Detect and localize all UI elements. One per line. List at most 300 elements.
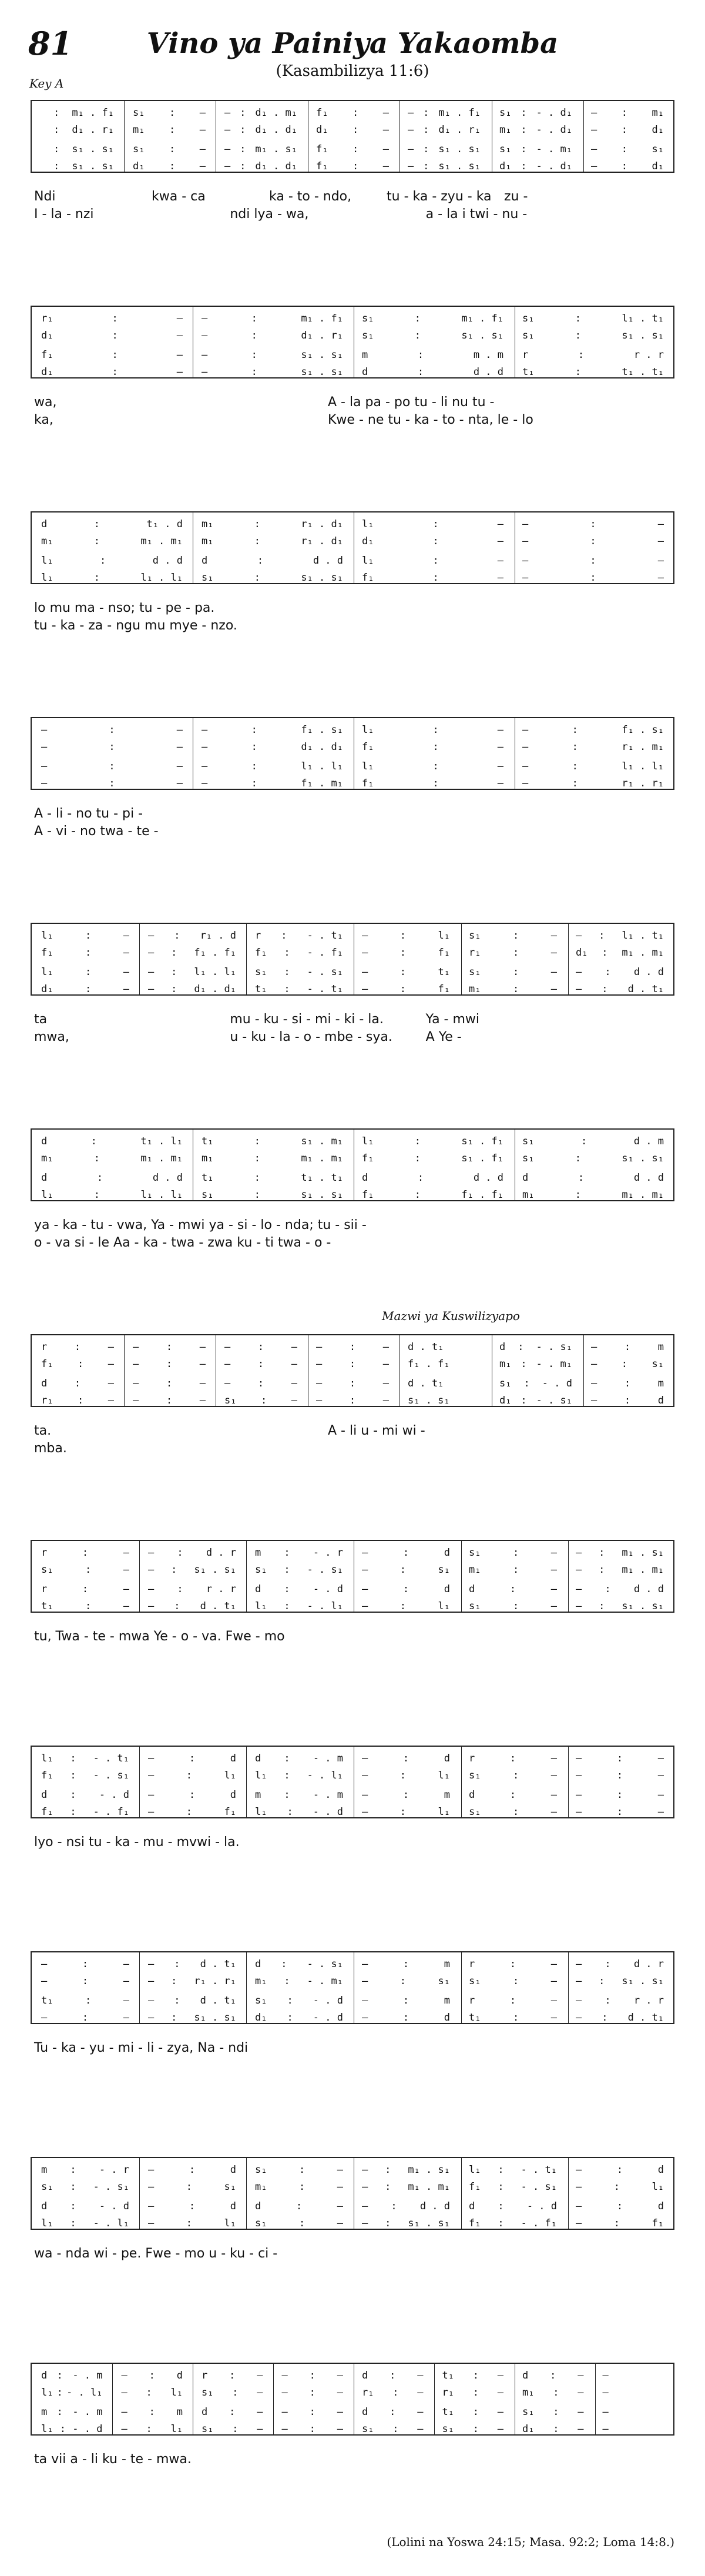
note-group: - . d₁ [536,160,572,172]
note-group: — [550,1789,557,1801]
beat-separator: : [509,1958,516,1970]
measure-notes [352,1789,459,1801]
note-group: — [291,1341,297,1353]
lyric-line [34,1030,674,1047]
note-group: s₁ [202,2387,214,2399]
note-group: m₁ [133,124,145,136]
note-group: — [578,2370,584,2381]
note-group: r [255,930,261,942]
note-group: r [469,1995,475,2006]
note-group: s₁ [133,143,145,155]
voice-line [32,1581,673,1597]
measure-notes [192,724,352,736]
lyric-syllables: mba. [34,1441,67,1456]
note-group: f₁ [41,947,53,959]
beat-separator: : [498,2200,504,2212]
beat-separator: : [284,1547,290,1559]
beat-separator: : [93,572,100,584]
note-group: — [148,1753,155,1764]
beat-separator: : [251,761,257,772]
note-group: f₁ [41,1358,53,1370]
note-group: - . l₁ [93,2217,129,2229]
note-group: d . d [473,1172,503,1184]
lyric-syllables: tu - ka - zyu - ka [387,189,492,204]
measure-notes [566,2217,673,2229]
note-group: — [123,947,129,959]
beat-separator: : [423,107,429,119]
note-group: — [337,2370,343,2381]
note-group: — [602,2387,609,2399]
measure-notes [246,1995,352,2006]
note-group: l₁ [652,2181,664,2193]
measure-notes [566,966,673,978]
beat-separator: : [621,143,627,155]
note-group: l₁ [438,930,450,942]
note-group: t₁ . t₁ [301,1172,343,1184]
beat-separator: : [512,983,519,995]
beat-separator: : [400,1600,406,1612]
beat-separator: : [423,160,429,172]
note-group: d [230,2164,236,2176]
measure-notes [32,107,123,119]
measure-notes [32,572,192,584]
measure-notes [459,2181,566,2193]
beat-separator: : [432,572,439,584]
beat-separator: : [472,2423,479,2435]
voice-line [32,1992,673,2009]
note-group: f₁ [224,1806,236,1818]
note-group: l₁ [224,1770,236,1781]
note-group: r [41,1547,48,1559]
beat-separator: : [352,160,359,172]
note-group: - . d₁ [536,124,572,136]
note-group: — [224,1358,231,1370]
note-group: — [176,313,183,324]
measure-notes [307,1378,398,1389]
lyric-syllables: ka, [34,413,53,427]
measure-notes [32,1378,123,1389]
note-group: d [469,1789,475,1801]
beat-separator: : [166,1358,173,1370]
note-group: — [199,1395,206,1406]
note-group: s₁ . f₁ [461,1135,503,1147]
measure-notes [215,1395,307,1406]
beat-separator: : [287,2012,293,2024]
footer-references: (Lolini na Yoswa 24:15; Masa. 92:2; Loma 14:8.) [387,2535,674,2549]
note-group: s₁ [469,1806,481,1818]
measure-notes [352,366,513,378]
measure-notes [32,2200,139,2212]
chorus-label: Mazwi ya Kuswilizyapo [382,1309,520,1323]
voice-line [32,1956,673,1972]
note-group: — [148,1806,155,1818]
note-group: l₁ . t₁ [622,930,664,942]
beat-separator: : [96,1172,103,1184]
measure-notes [32,124,123,136]
scripture-reference: (Kasambilizya 11:6) [276,62,429,80]
beat-separator: : [240,143,246,155]
note-group: - . d [99,1789,129,1801]
note-group: m [255,1789,261,1801]
beat-separator: : [85,966,92,978]
beat-separator: : [257,1341,264,1353]
beat-separator: : [624,1378,631,1389]
measure-notes [32,555,192,567]
note-group: — [362,2200,368,2212]
measure-notes [307,107,398,119]
measure-notes [459,2200,566,2212]
voice-line [32,122,673,138]
note-group: — [148,966,155,978]
lyric-syllables: ya - ka - tu - vwa, Ya - mwi ya - si - lo - nda; tu - sii - [34,1218,367,1232]
note-group: — [382,1395,389,1406]
beat-separator: : [82,1547,89,1559]
measure-notes [582,160,673,172]
voice-line [32,1750,673,1767]
note-group: — [202,741,208,753]
note-group: — [121,2387,127,2399]
note-group: d₁ [652,160,664,172]
note-group: s₁ . s₁ [622,1600,664,1612]
note-group: l₁ . l₁ [194,966,236,978]
note-group: — [121,2423,127,2435]
beat-separator: : [240,107,246,119]
note-group: d₁ [362,535,374,547]
note-group: — [224,107,231,119]
beat-separator: : [432,535,439,547]
note-group: — [148,1770,155,1781]
beat-separator: : [602,947,608,959]
beat-separator: : [90,1135,97,1147]
beat-separator: : [590,518,596,530]
note-group: — [148,1547,155,1559]
beat-separator: : [621,124,627,136]
note-group: — [257,2406,263,2418]
notation-system [31,1746,674,1818]
note-group: — [362,1564,368,1576]
note-group: - . s₁ [521,2181,557,2193]
measure-notes [139,1753,246,1764]
note-group: d . t₁ [408,1341,444,1353]
measure-notes [192,2370,273,2381]
measure-notes [459,1564,566,1576]
beat-separator: : [56,2406,63,2418]
beat-separator: : [174,1995,180,2006]
measure-notes [215,1358,307,1370]
note-group: — [576,1789,582,1801]
note-group: m [444,1958,450,1970]
note-group: d [499,1341,506,1353]
beat-separator: : [82,1583,89,1595]
beat-separator: : [432,555,439,567]
beat-separator: : [400,1806,406,1818]
note-group: — [281,2387,288,2399]
measure-notes [352,1995,459,2006]
beat-separator: : [432,724,439,736]
note-group: d [522,1172,529,1184]
note-group: — [176,349,183,361]
measure-notes [352,1547,459,1559]
voice-line [32,1375,673,1392]
note-group: — [550,966,557,978]
lyric-line [34,1423,674,1441]
measure-notes [459,1789,566,1801]
note-group: — [148,2012,155,2024]
note-group: l₁ [170,2387,183,2399]
measure-notes [566,2181,673,2193]
beat-separator: : [575,1189,582,1201]
lyric-syllables: kwa - ca [152,189,206,204]
beat-separator: : [85,930,92,942]
beat-separator: : [251,741,257,753]
note-group: d . d [152,1172,183,1184]
measure-notes [513,313,673,324]
note-group: — [337,2217,343,2229]
measure-notes [459,1600,566,1612]
note-group: — [148,930,155,942]
beat-separator: : [621,160,627,172]
beat-separator: : [189,1753,196,1764]
beat-separator: : [390,2370,396,2381]
beat-separator: : [70,1770,76,1781]
beat-separator: : [109,761,115,772]
note-group: l₁ [438,1770,450,1781]
note-group: — [591,1395,597,1406]
beat-separator: : [254,1172,261,1184]
note-group: - . d [313,1583,343,1595]
beat-separator: : [349,1378,356,1389]
measure-notes [123,124,215,136]
measure-notes [32,1135,192,1147]
lyric-syllables: o - va si - le Aa - ka - twa - zwa ku - ti twa - o - [34,1235,331,1250]
voice-line [32,2367,673,2384]
measure-notes [352,2423,433,2435]
beat-separator: : [109,741,115,753]
note-group: m . m [473,349,503,361]
beat-separator: : [169,143,176,155]
measure-notes [352,724,513,736]
note-group: — [408,107,414,119]
note-group: s₁ [255,1564,267,1576]
beat-separator: : [605,1958,611,1970]
beat-separator: : [599,1600,605,1612]
note-group: m₁ [499,1358,512,1370]
measure-notes [192,518,352,530]
beat-separator: : [402,2012,409,2024]
measure-notes [123,1358,215,1370]
note-group: d [444,1583,450,1595]
beat-separator: : [186,2181,192,2193]
note-group: d . t₁ [200,1995,236,2006]
measure-notes [32,930,139,942]
lyric-syllables: zu - [504,189,528,204]
note-group: s₁ [202,572,214,584]
note-group: s₁ . m₁ [301,1135,343,1147]
note-group: m₁ . m₁ [140,1153,183,1164]
note-group: t₁ [202,1135,214,1147]
note-group: s₁ [469,1770,481,1781]
note-group: d . r [206,1547,236,1559]
note-group: r₁ . r₁ [622,778,664,789]
note-group: s₁ [652,143,664,155]
note-group: d [255,1583,261,1595]
note-group: — [148,1600,155,1612]
note-group: — [417,2387,424,2399]
measure-notes [513,572,673,584]
beat-separator: : [613,2217,620,2229]
beat-separator: : [82,1958,89,1970]
measure-notes [32,761,192,772]
measure-notes [246,1958,352,1970]
beat-separator: : [112,349,118,361]
beat-separator: : [521,143,527,155]
measure-notes [32,1995,139,2006]
beat-separator: : [56,2370,63,2381]
beat-separator: : [400,947,406,959]
measure-notes [352,1153,513,1164]
measure-notes [513,555,673,567]
note-group: d₁ . r₁ [72,124,114,136]
note-group: — [578,2406,584,2418]
beat-separator: : [352,124,359,136]
measure-notes [246,1753,352,1764]
note-group: - . s₁ [307,1958,343,1970]
measure-notes [566,983,673,995]
measure-notes [352,349,513,361]
beat-separator: : [251,313,257,324]
beat-separator: : [512,1564,519,1576]
beat-separator: : [602,2012,608,2024]
note-group: — [148,1789,155,1801]
beat-separator: : [572,778,578,789]
note-group: — [362,2217,368,2229]
measure-notes [352,2370,433,2381]
note-group: - . m₁ [536,143,572,155]
note-group: — [657,1770,664,1781]
note-group: — [41,2012,48,2024]
voice-line [32,927,673,944]
beat-separator: : [59,2423,66,2435]
lyric-line [34,1629,674,1647]
beat-separator: : [171,1564,177,1576]
beat-separator: : [400,1975,406,1987]
note-group: — [497,2370,503,2381]
note-group: r [202,2370,208,2381]
beat-separator: : [85,1995,92,2006]
note-group: l₁ [41,555,53,567]
note-group: m₁ . m₁ [622,1189,664,1201]
note-group: m₁ [469,1564,481,1576]
measure-notes [192,778,352,789]
beat-separator: : [349,1395,356,1406]
note-group: — [199,160,206,172]
lyric-line [34,1441,674,1459]
measure-notes [139,2164,246,2176]
note-group: — [576,1806,582,1818]
lyric-syllables: tu - ka - za - ngu mu mye - nzo. [34,618,237,633]
beat-separator: : [605,1583,611,1595]
note-group: — [41,1975,48,1987]
note-group: - . d [99,2200,129,2212]
beat-separator: : [93,1153,100,1164]
measure-notes [307,143,398,155]
note-group: — [382,1341,389,1353]
beat-separator: : [296,2200,303,2212]
beat-separator: : [77,1358,84,1370]
note-group: f₁ [316,160,328,172]
note-group: s₁ [255,2164,267,2176]
measure-notes [352,1975,459,1987]
note-group: — [576,2012,582,2024]
note-group: t₁ . l₁ [140,1135,183,1147]
note-group: — [41,1958,48,1970]
note-group: — [148,947,155,959]
note-group: d₁ . m₁ [255,107,297,119]
note-group: d [657,2200,664,2212]
note-group: - . d [313,1806,343,1818]
note-group: — [591,143,597,155]
beat-separator: : [189,2164,196,2176]
lyric-line [34,2452,674,2470]
note-group: — [123,1958,129,1970]
beat-separator: : [70,2217,76,2229]
note-group: d [469,2200,475,2212]
beat-separator: : [616,2164,623,2176]
beat-separator: : [169,160,176,172]
note-group: t₁ . d [146,518,183,530]
measure-notes [139,1564,246,1576]
beat-separator: : [251,724,257,736]
measure-notes [513,1189,673,1201]
note-group: f₁ [316,143,328,155]
measure-notes [192,535,352,547]
beat-separator: : [166,1378,173,1389]
note-group: l₁ [438,1806,450,1818]
note-group: - . f₁ [93,1806,129,1818]
note-group: — [550,1975,557,1987]
note-group: s₁ [522,2406,535,2418]
note-group: — [578,2423,584,2435]
lyric-syllables: wa - nda wi - pe. Fwe - mo u - ku - ci - [34,2246,278,2261]
measure-notes [246,1547,352,1559]
beat-separator: : [93,535,100,547]
note-group: r₁ [469,947,481,959]
note-group: - . l₁ [66,2387,103,2399]
note-group: d [202,2406,208,2418]
measure-notes [582,107,673,119]
lyric-syllables: A - li - no tu - pi - [34,806,143,821]
note-group: m [657,1341,664,1353]
measure-notes [513,518,673,530]
note-group: m [362,349,368,361]
measure-notes [32,1153,192,1164]
note-group: m₁ [522,2387,535,2399]
note-group: l₁ [41,572,53,584]
note-group: s₁ [469,1547,481,1559]
voice-line [32,1187,673,1203]
beat-separator: : [251,330,257,341]
note-group: — [123,930,129,942]
note-group: t₁ [41,1600,53,1612]
note-group: f₁ [41,1806,53,1818]
measure-notes [513,2370,593,2381]
voice-line [32,1545,673,1561]
beat-separator: : [590,555,596,567]
notation-system [31,511,674,584]
notation-system [31,1540,674,1613]
notation-system [31,2363,674,2436]
beat-separator: : [509,1789,516,1801]
